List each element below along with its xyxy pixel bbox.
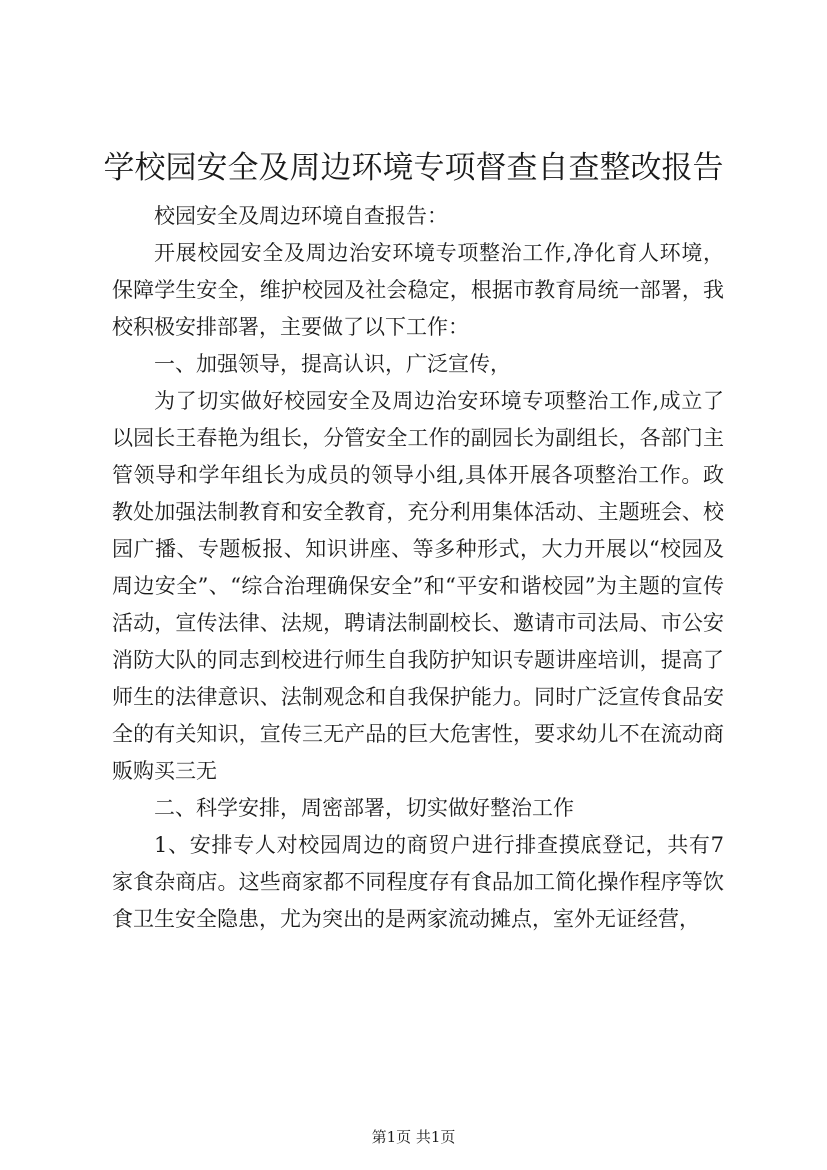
paragraph-section-1: 为了切实做好校园安全及周边治安环境专项整治工作,成立了以园长王春艳为组长，分管安全工作的副园长为副组长，各部门主管领导和学年组长为成员的领导小组,具体开展各项整治工作。政教处加强法制教育和安全教育，充分利用集体活动、主题班会、校园广播、专题板报、知识讲座、等多种形式，大力开展以“校园及周边安全”、“综合治理确保安全”和“平安和谐校园”为主题的宣传活动，宣传法律、法规，聘请法制副校长、邀请市司法局、市公安消防大队的同志到校进行师生自我防护知识专题讲座培训，提高了师生的法律意识、法制观念和自我保护能力。同时广泛宣传食品安全的有关知识，宣传三无产品的巨大危害性，要求幼儿不在流动商贩购买三无 [112,389,724,783]
paragraph-intro: 校园安全及周边环境自查报告： [154,204,448,228]
paragraph-section-2: 1、安排专人对校园周边的商贸户进行排查摸底登记，共有7家食杂商店。这些商家都不同程度存有食品加工简化操作程序等饮食卫生安全隐患，尤为突出的是两家流动摊点，室外无证经营， [112,833,724,931]
section-heading-1: 一、加强领导，提高认识，广泛宣传， [154,352,511,376]
paragraph-overview: 开展校园安全及周边治安环境专项整治工作,净化育人环境，保障学生安全，维护校园及社会稳定，根据市教育局统一部署，我校积极安排部署，主要做了以下工作： [112,241,724,339]
page-number: 第1页 共1页 [371,1128,456,1146]
document-body [112,198,724,938]
document-title: 学校园安全及周边环境专项督查自查整改报告 [103,150,724,186]
page-footer [0,1127,827,1147]
section-heading-2: 二、科学安排，周密部署，切实做好整治工作 [154,796,574,820]
